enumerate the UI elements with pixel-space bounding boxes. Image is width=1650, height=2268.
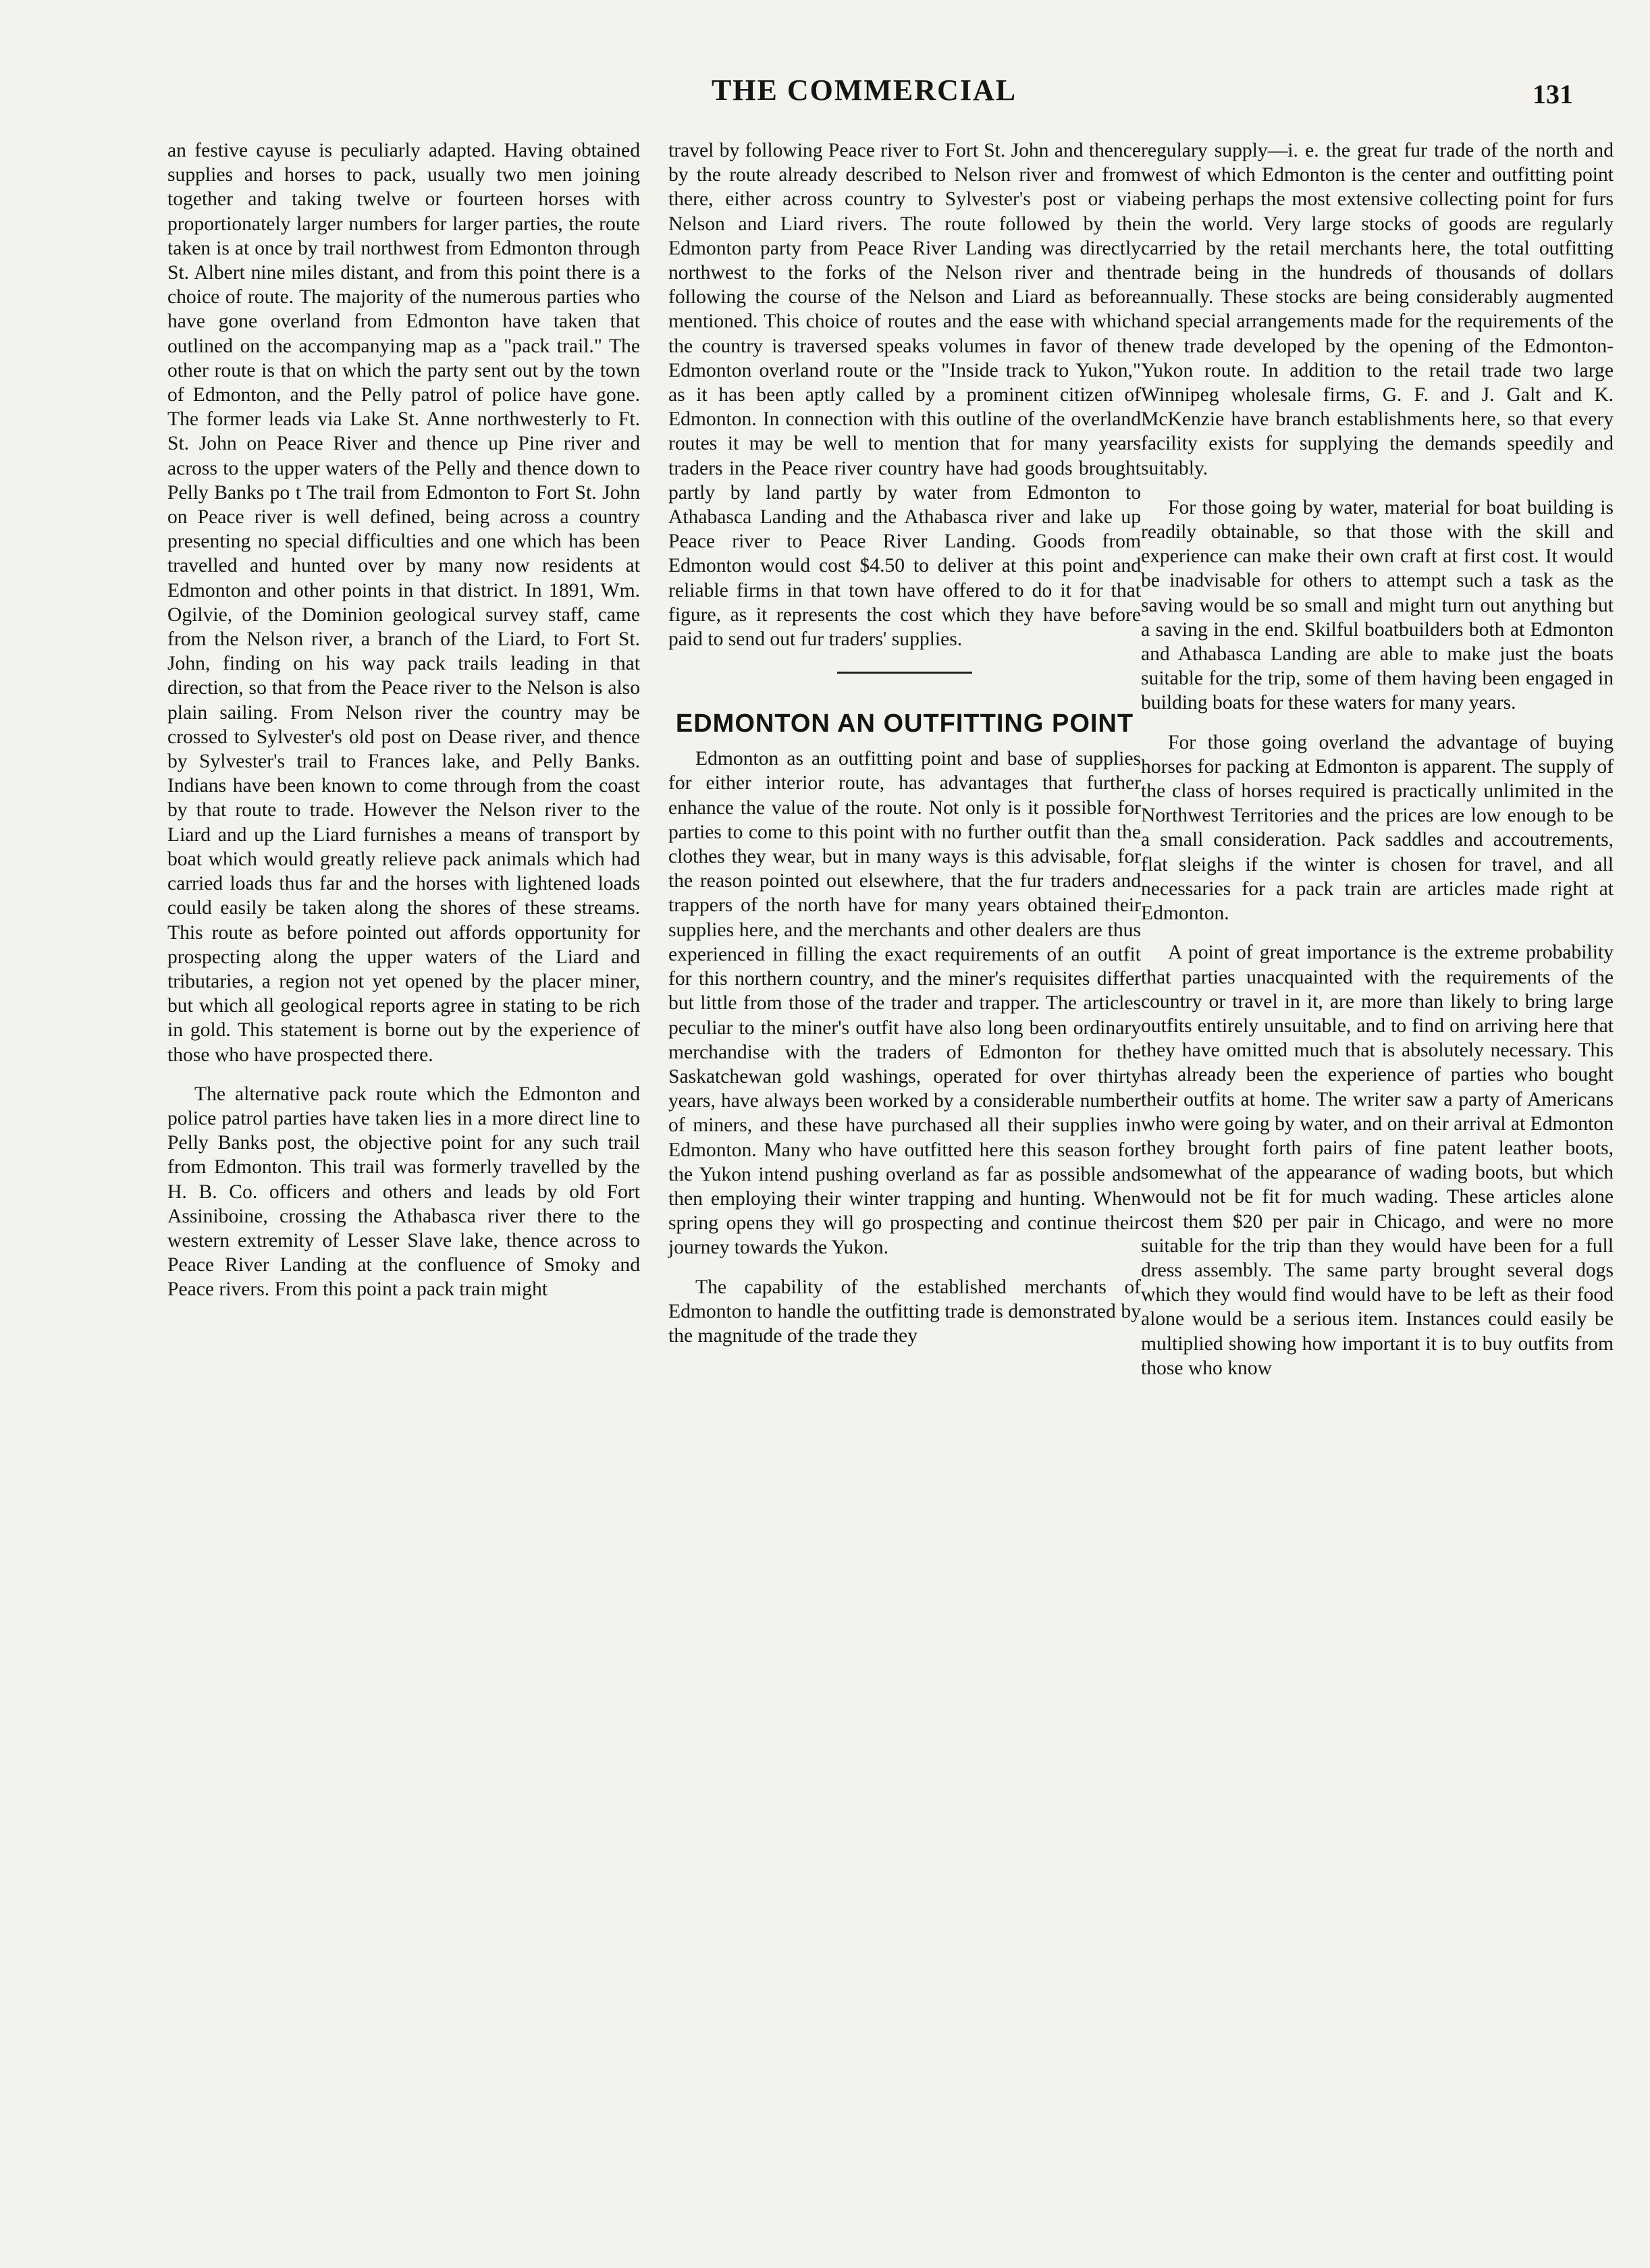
section-divider bbox=[837, 672, 972, 674]
section-heading: EDMONTON AN OUTFITTING POINT bbox=[675, 709, 1134, 738]
page-header bbox=[155, 73, 1573, 120]
paragraph: The alternative pack route which the Edmonton and police patrol parties have taken lies in a more direct line to Pelly Banks post, the objective point for any such trail from Edmonton. This trail was formerly travelled by the H. B. Co. officers and others and leads by old Fort Assiniboine, crossing the Athabasca river there to the western extremity of Lesser Slave lake, thence across to Peace River Landing at the confluence of Smoky and Peace rivers. From this point a pack train might bbox=[167, 1083, 640, 1301]
paragraph: The capability of the established merchants of Edmonton to handle the outfitting trade is demonstrated by the magnitude of the trade they bbox=[668, 1276, 1141, 1347]
column-1 bbox=[167, 138, 640, 1317]
paragraph: travel by following Peace river to Fort St. John and thence by the route already described to Nelson river and from there, either across country to Sylvester's post or via Nelson and Liard rivers. The route followed by the Edmonton party from Peace River Landing was directly northwest to the forks of the Nelson river and then following the course of the Nelson and Liard as before mentioned. This choice of routes and the ease with which the country is traversed speaks volumes in favor of the Edmonton overland route or the "Inside track to Yukon," as it has been aptly called by a prominent citizen of Edmonton. In connection with this outline of the overland routes it may be well to mention that for many years traders in the Peace river country have had goods brought partly by land partly by water from Edmonton to Athabasca Landing and the Athabasca river and lake up Peace river to Peace River Landing. Goods from Edmonton would cost $4.50 to deliver at this point and reliable firms in that town have offered to do it for that figure, as it represents the cost which they have before paid to send out fur traders' supplies. bbox=[668, 140, 1141, 651]
column-3 bbox=[1141, 138, 1614, 1395]
paragraph: an festive cayuse is peculiarly adapted. Having obtained supplies and horses to pack, usually two men joining together and taking twelve or fourteen horses with proportionately larger numbers for larger parties, the route taken is at once by trail northwest from Edmonton through St. Albert nine miles distant, and from this point there is a choice of route. The majority of the numerous parties who have gone overland from Edmonton have taken that outlined on the accompanying map as a "pack trail." The other route is that on which the party sent out by the town of Edmonton, and the Pelly patrol of police have gone. The former leads via Lake St. Anne northwesterly to Ft. St. John on Peace River and thence up Pine river and across to the upper waters of the Pelly and thence down to Pelly Banks po t The trail from Edmonton to Fort St. John on Peace river is well defined, being across a country presenting no special difficulties and one which has been travelled and hunted over by many now residents at Edmonton and other points in that district. In 1891, Wm. Ogilvie, of the Dominion geological survey staff, came from the Nelson river, a branch of the Liard, to Fort St. John, finding on his way pack trails leading in that direction, so that from the Peace river to the Nelson is also plain sailing. From Nelson river the country may be crossed to Sylvester's old post on Dease river, and thence by Sylvester's trail to Frances lake, and Pelly Banks. Indians have been known to come through from the coast by that route to trade. However the Nelson river to the Liard and up the Liard furnishes a means of transport by boat which would greatly relieve pack animals which had carried loads thus far and the horses with lightened loads could easily be taken along the shores of these streams. This route as before pointed out affords opportunity for prospecting along the upper waters of the Liard and tributaries, a region not yet opened by the placer miner, but which all geological reports agree in stating to be rich in gold. This statement is borne out by the experience of those who have prospected there. bbox=[167, 140, 640, 1066]
paragraph: For those going overland the advantage of buying horses for packing at Edmonton is apparent. The supply of the class of horses required is practically unlimited in the Northwest Territories and the prices are low enough to be a small consideration. Pack saddles and accoutrements, flat sleighs if the winter is chosen for travel, and all necessaries for a pack train are articles made right at Edmonton. bbox=[1141, 731, 1614, 925]
paragraph: Edmonton as an outfitting point and base of supplies for either interior route, has advantages that further enhance the value of the route. Not only is it possible for parties to come to this point with no further outfit than the clothes they wear, but in many ways is this advisable, for the reason pointed out elsewhere, that the fur traders and trappers of the north have for many years obtained their supplies here, and the merchants and other dealers are thus experienced in filling the exact requirements of an outfit for this northern country, and the miner's requisites differ but little from those of the trader and trapper. The articles peculiar to the miner's outfit have also long been ordinary merchandise with the traders of Edmonton for the Saskatchewan gold washings, operated for over thirty years, have always been worked by a considerable number of miners, and these have purchased all their supplies in Edmonton. Many who have outfitted here this season for the Yukon intend pushing overland as far as possible and then employing their winter trapping and hunting. When spring opens they will go prospecting and continue their journey towards the Yukon. bbox=[668, 748, 1141, 1259]
paragraph: A point of great importance is the extreme probability that parties unacquainted with the requirements of the country or travel in it, are more than likely to bring large outfits entirely unsuitable, and to find on arriving here that they have omitted much that is absolutely necessary. This has already been the experience of parties who bought their outfits at home. The writer saw a party of Americans who were going by water, and on their arrival at Edmonton they brought forth pairs of fine patent leather boots, somewhat of the appearance of wading boots, but which would not be fit for much wading. These articles alone cost them $20 per pair in Chicago, and were no more suitable for the trip than they would have been for a full dress assembly. The same party brought several dogs which they would find would have to be left as their food alone would be a serious item. Instances could easily be multiplied showing how important it is to buy outfits from those who know bbox=[1141, 942, 1614, 1379]
column-2 bbox=[668, 138, 1141, 1363]
paragraph: For those going by water, material for boat building is readily obtainable, so that those with the skill and experience can make their own craft at first cost. It would be inadvisable for others to attempt such a task as the saving would be so small and might turn out anything but a saving in the end. Skilful boatbuilders both at Edmonton and Athabasca Landing are able to make just the boats suitable for the trip, some of them having been engaged in building boats for these waters for many years. bbox=[1141, 496, 1614, 714]
paragraph: regulary supply—i. e. the great fur trade of the north and west of which Edmonton is the center and outfitting point being perhaps the most extensive collecting point for furs in the world. Very large stocks of goods are regularly carried by the retail merchants here, the total outfitting trade being in the hundreds of thousands of dollars annually. These stocks are being considerably augmented and special arrangements made for the requirements of the new trade developed by the opening of the Edmonton-Yukon route. In addition to the retail trade two large Winnipeg wholesale firms, G. F. and J. Galt and K. McKenzie have branch establishments here, so that every facility exists for supplying the demands speedily and suitably. bbox=[1141, 140, 1614, 479]
publication-title: THE COMMERCIAL bbox=[711, 74, 1017, 107]
page-number: 131 bbox=[1533, 79, 1573, 109]
